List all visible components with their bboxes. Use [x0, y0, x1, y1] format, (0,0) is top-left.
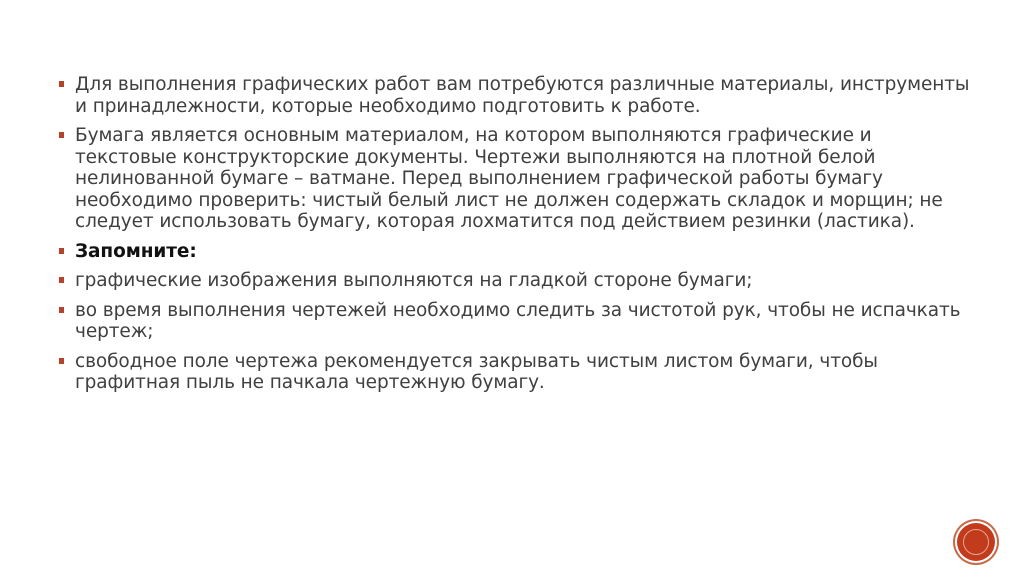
- round-badge-icon: [957, 523, 995, 561]
- list-item: [58, 74, 978, 117]
- list-item-text: графические изображения выполняются на гладкой стороне бумаги;: [75, 270, 753, 291]
- list-item: [58, 300, 978, 343]
- square-bullet-icon: [59, 358, 64, 364]
- list-item-text: Для выполнения графических работ вам потребуются различные материалы, инструменты и принадлежности, которые необходимо подготовить к работе.: [75, 74, 970, 117]
- badge-inner-ring: [963, 529, 989, 555]
- list-item-text: Бумага является основным материалом, на котором выполняются графические и текстовые конструкторские документы. Чертежи выполняются на плотной белой нелинованной бумаге – ватмане. Перед выполнением графической работы бумагу необходимо проверить: чистый белый лист не должен содержать складок и морщин; не следует использовать бумагу, которая лохматится под действием резинки (ластика).: [75, 125, 943, 232]
- list-item-text: во время выполнения чертежей необходимо следить за чистотой рук, чтобы не испачкать чертеж;: [75, 299, 961, 342]
- square-bullet-icon: [59, 248, 64, 254]
- remember-heading: Запомните:: [75, 240, 197, 262]
- square-bullet-icon: [59, 132, 64, 138]
- list-item: [58, 125, 978, 233]
- list-item: [58, 270, 978, 292]
- square-bullet-icon: [59, 277, 64, 283]
- slide-content: [58, 74, 978, 402]
- list-item-text: свободное поле чертежа рекомендуется закрывать чистым листом бумаги, чтобы графитная пыль не пачкала чертежную бумагу.: [75, 350, 878, 393]
- list-item: [58, 351, 978, 394]
- list-item-heading: [58, 241, 978, 263]
- square-bullet-icon: [59, 81, 64, 87]
- square-bullet-icon: [59, 307, 64, 313]
